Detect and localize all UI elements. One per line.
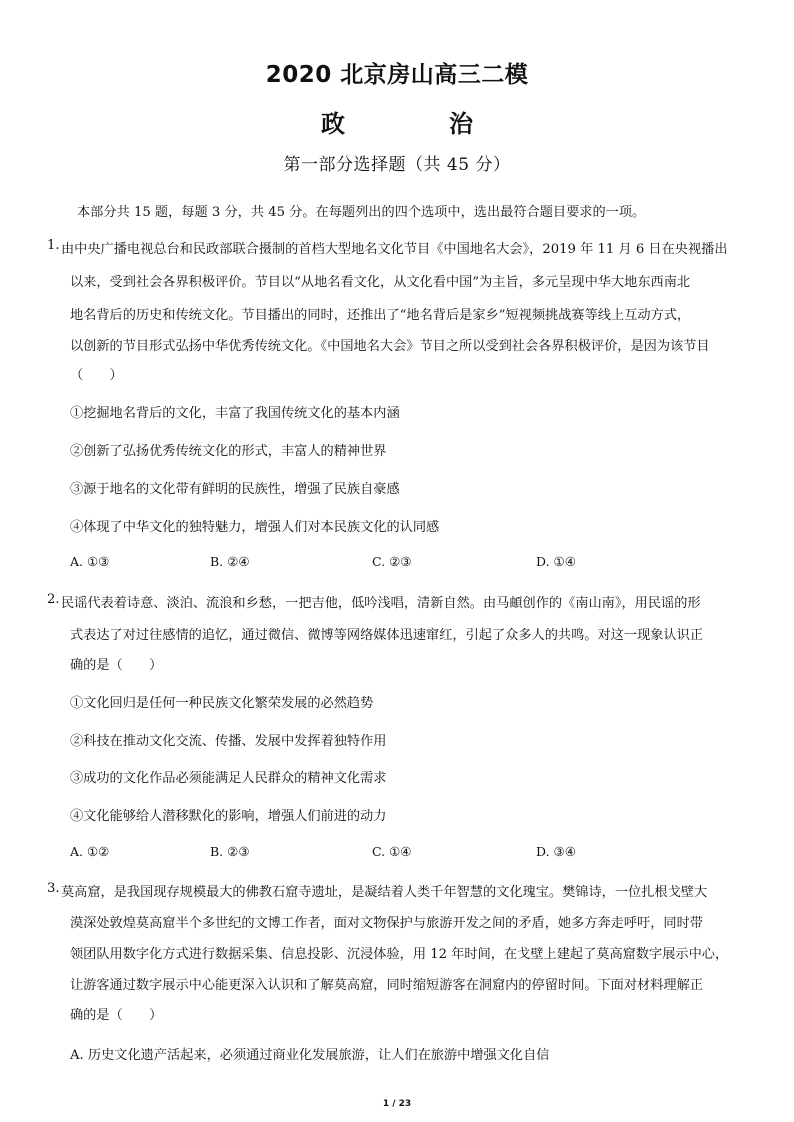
answer-option-a: A. ①② xyxy=(70,844,110,859)
statement: ①挖掘地名背后的文化，丰富了我国传统文化的基本内涵 xyxy=(70,406,400,421)
question-text-line: 地名背后的历史和传统文化。节目播出的同时，还推出了“地名背后是家乡”短视频挑战赛等线上互动方式， xyxy=(70,308,691,323)
question-number: 3. xyxy=(47,881,60,896)
answer-blank: （ ） xyxy=(70,368,123,383)
answer-option-b: B. ②③ xyxy=(210,844,250,859)
statement: ①文化回归是任何一种民族文化繁荣发展的必然趋势 xyxy=(70,696,374,711)
answer-option-d: D. ①④ xyxy=(536,554,576,569)
section-instructions: 本部分共 15 题，每题 3 分，共 45 分。在每题列出的四个选项中，选出最符合题目要求的一项。 xyxy=(77,205,646,220)
statement: ③源于地名的文化带有鲜明的民族性，增强了民族自豪感 xyxy=(70,482,400,497)
statement: ④文化能够给人潜移默化的影响，增强人们前进的动力 xyxy=(70,809,387,824)
question-text-line: 让游客通过数字展示中心能更深入认识和了解莫高窟，同时缩短游客在洞窟内的停留时间。下面对材料理解正 xyxy=(70,978,703,993)
answer-option-b: B. ②④ xyxy=(210,554,250,569)
answer-option-d: D. ③④ xyxy=(536,844,576,859)
question-text-line: 式表达了对过往感情的追忆，通过微信、微博等网络媒体迅速窜红，引起了众多人的共鸣。对这一现象认识正 xyxy=(70,628,703,643)
answer-option-c: C. ①④ xyxy=(372,844,412,859)
question-text-line: 民谣代表着诗意、淡泊、流浪和乡愁，一把吉他，低吟浅唱，清新自然。由马頔创作的《南山南》，用民谣的形 xyxy=(61,596,701,611)
exam-title: 2020 北京房山高三二模 xyxy=(265,62,529,88)
question-text-line: 确的是（ ） xyxy=(70,658,163,673)
statement: ③成功的文化作品必须能满足人民群众的精神文化需求 xyxy=(70,771,387,786)
question-text-line: 由中央广播电视总台和民政部联合摄制的首档大型地名文化节目《中国地名大会》，2019 年 11 月 6 日在央视播出 xyxy=(61,242,728,257)
question-text-line: 领团队用数字化方式进行数据采集、信息投影、沉浸体验，用 12 年时间，在戈壁上建起了莫高窟数字展示中心， xyxy=(70,947,729,962)
section-heading: 第一部分选择题（共 45 分） xyxy=(283,155,511,175)
page-number: 1 / 23 xyxy=(382,1099,412,1109)
statement: ②创新了弘扬优秀传统文化的形式，丰富人的精神世界 xyxy=(70,444,387,459)
question-number: 1. xyxy=(47,238,60,253)
subject-title: 政 治 xyxy=(321,110,513,138)
answer-option-a: A. 历史文化遗产活起来，必须通过商业化发展旅游，让人们在旅游中增强文化自信 xyxy=(70,1048,550,1063)
answer-option-a: A. ①③ xyxy=(70,554,110,569)
question-text-line: 莫高窟，是我国现存规模最大的佛教石窟寺遗址，是凝结着人类千年智慧的文化瑰宝。樊锦诗，一位扎根戈壁大 xyxy=(61,885,708,900)
statement: ④体现了中华文化的独特魅力，增强人们对本民族文化的认同感 xyxy=(70,520,440,535)
question-number: 2. xyxy=(47,592,60,607)
question-text-line: 确的是（ ） xyxy=(70,1008,163,1023)
question-text-line: 以来，受到社会各界积极评价。节目以“从地名看文化，从文化看中国”为主旨，多元呈现中华大地东西南北 xyxy=(70,275,691,290)
answer-option-c: C. ②③ xyxy=(372,554,412,569)
question-text-line: 以创新的节目形式弘扬中华优秀传统文化。《中国地名大会》节目之所以受到社会各界积极评价，是因为该节目 xyxy=(70,339,710,354)
question-text-line: 漠深处敦煌莫高窟半个多世纪的文博工作者，面对文物保护与旅游开发之间的矛盾，她多方奔走呼吁，同时带 xyxy=(70,916,703,931)
statement: ②科技在推动文化交流、传播、发展中发挥着独特作用 xyxy=(70,734,387,749)
